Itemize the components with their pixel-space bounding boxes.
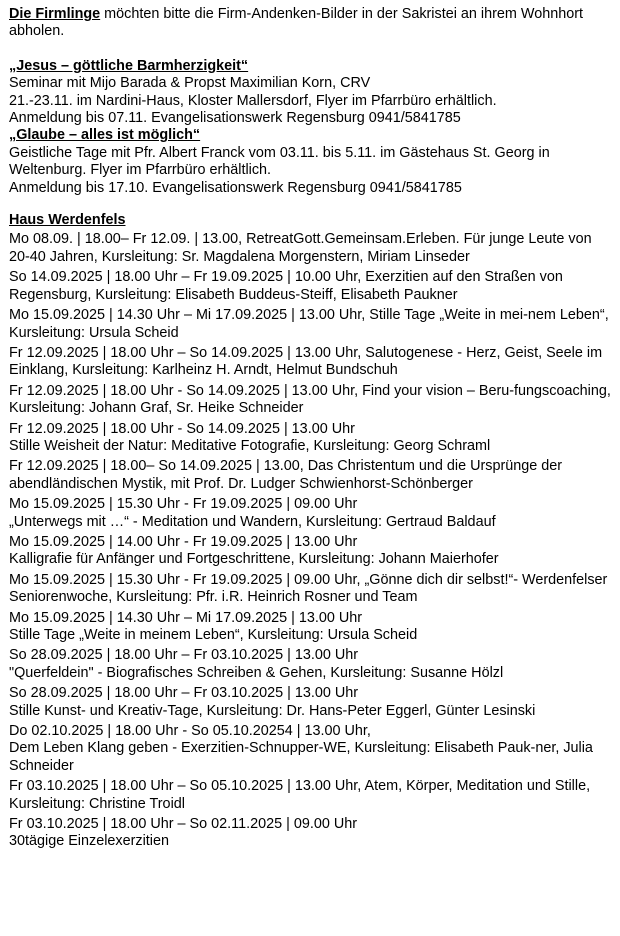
intro-paragraph — [9, 6, 611, 41]
intro-text: möchten bitte die Firm-Andenken-Bilder in der Sakristei an ihrem Wohnhort abholen. — [9, 6, 584, 40]
werdenfels-entry: So 14.09.2025 | 18.00 Uhr – Fr 19.09.2025 | 10.00 Uhr, Exerzitien auf den Straßen von Regensburg, Kursleitung: Elisabeth Buddeus-Steiff, Elisabeth Paukner — [9, 269, 563, 303]
intro-bold: Die Firmlinge — [9, 6, 101, 22]
werdenfels-entry: Do 02.10.2025 | 18.00 Uhr - So 05.10.20254 | 13.00 Uhr, Dem Leben Klang geben - Exerzitien-Schnupper-WE, Kursleitung: Elisabeth Pauk-ner, Julia Schneider — [9, 723, 593, 774]
werdenfels-entry: Fr 03.10.2025 | 18.00 Uhr – So 05.10.2025 | 13.00 Uhr, Atem, Körper, Meditation und Stille, Kursleitung: Christine Troidl — [9, 778, 591, 812]
werdenfels-entry: So 28.09.2025 | 18.00 Uhr – Fr 03.10.2025 | 13.00 Uhr "Querfeldein" - Biografisches Schreiben & Gehen, Kursleitung: Susanne Hölzl — [9, 647, 504, 681]
werdenfels-entry: Fr 12.09.2025 | 18.00 Uhr - So 14.09.2025 | 13.00 Uhr, Find your vision – Beru-fungscoaching, Kursleitung: Johann Graf, Sr. Heike Schneider — [9, 382, 611, 417]
werdenfels-entry: Mo 15.09.2025 | 15.30 Uhr - Fr 19.09.2025 | 09.00 Uhr, „Gönne dich dir selbst!“- Werdenfelser Seniorenwoche, Kursleitung: Pfr. i.R. Heinrich Rosner und Team — [9, 571, 608, 606]
jesus-title: „Jesus – göttliche Barmherzigkeit“ — [9, 57, 249, 74]
werdenfels-list — [9, 231, 611, 853]
werdenfels-entry: Fr 03.10.2025 | 18.00 Uhr – So 02.11.2025 | 09.00 Uhr 30tägige Einzelexerzitien — [9, 816, 358, 850]
glaube-line: Anmeldung bis 17.10. Evangelisationswerk Regensburg 0941/5841785 — [9, 179, 462, 196]
werdenfels-title: Haus Werdenfels — [9, 212, 126, 229]
jesus-line: 21.-23.11. im Nardini-Haus, Kloster Mallersdorf, Flyer im Pfarrbüro erhältlich. — [9, 92, 497, 109]
jesus-line: Anmeldung bis 07.11. Evangelisationswerk Regensburg 0941/5841785 — [9, 110, 461, 127]
werdenfels-entry: Mo 15.09.2025 | 14.30 Uhr – Mi 17.09.2025 | 13.00 Uhr Stille Tage „Weite in meinem Leben“, Kursleitung: Ursula Scheid — [9, 609, 418, 643]
werdenfels-entry: Fr 12.09.2025 | 18.00 Uhr - So 14.09.2025 | 13.00 Uhr Stille Weisheit der Natur: Meditative Fotografie, Kursleitung: Georg Schraml — [9, 420, 491, 454]
glaube-title: „Glaube – alles ist möglich“ — [9, 127, 201, 144]
jesus-line: Seminar mit Mijo Barada & Propst Maximilian Korn, CRV — [9, 75, 371, 92]
werdenfels-entry: Fr 12.09.2025 | 18.00 Uhr – So 14.09.2025 | 13.00 Uhr, Salutogenese - Herz, Geist, Seele im Einklang, Kursleitung: Karlheinz H. Arndt, Helmut Bundschuh — [9, 344, 603, 379]
werdenfels-entry: So 28.09.2025 | 18.00 Uhr – Fr 03.10.2025 | 13.00 Uhr Stille Kunst- und Kreativ-Tage, Kursleitung: Dr. Hans-Peter Eggerl, Günter Lesinski — [9, 685, 536, 719]
werdenfels-entry: Mo 15.09.2025 | 15.30 Uhr - Fr 19.09.2025 | 09.00 Uhr „Unterwegs mit …“ - Meditation und Wandern, Kursleitung: Gertraud Baldauf — [9, 496, 496, 530]
werdenfels-entry: Mo 08.09. | 18.00– Fr 12.09. | 13.00, RetreatGott.Gemeinsam.Erleben. Für junge Leute von 20-40 Jahren, Kursleitung: Sr. Magdalena Morgenstern, Miriam Linseder — [9, 231, 592, 265]
werdenfels-entry: Mo 15.09.2025 | 14.00 Uhr - Fr 19.09.2025 | 13.00 Uhr Kalligrafie für Anfänger und Fortgeschrittene, Kursleitung: Johann Maierhofer — [9, 533, 499, 568]
werdenfels-entry: Mo 15.09.2025 | 14.30 Uhr – Mi 17.09.2025 | 13.00 Uhr, Stille Tage „Weite in mei-nem Leben“, Kursleitung: Ursula Scheid — [9, 307, 609, 341]
glaube-line: Geistliche Tage mit Pfr. Albert Franck vom 03.11. bis 5.11. im Gästehaus St. Georg in Weltenburg. Flyer im Pfarrbüro erhältlich. — [9, 144, 550, 179]
werdenfels-entry: Fr 12.09.2025 | 18.00– So 14.09.2025 | 13.00, Das Christentum und die Ursprünge der abendländischen Mystik, mit Prof. Dr. Ludger Schwienhorst-Schönberger — [9, 458, 563, 492]
